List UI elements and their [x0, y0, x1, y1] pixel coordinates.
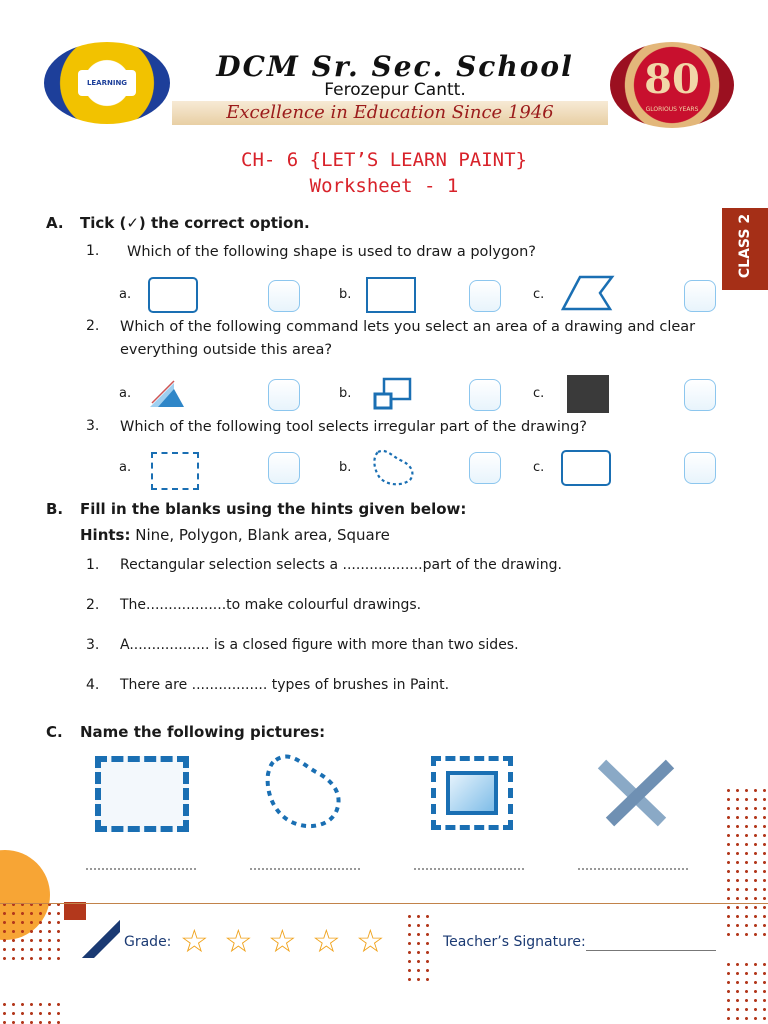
tick-box[interactable] — [469, 379, 501, 411]
blank-number: 3. — [86, 637, 100, 653]
section-a-title: Tick (✓) the correct option. — [80, 214, 310, 232]
fill-blank-sentence: Rectangular selection selects a ..................part of the drawing. — [120, 557, 562, 573]
polygon-shape-icon — [560, 273, 616, 313]
section-c-letter: C. — [46, 723, 63, 741]
option-label: c. — [533, 386, 545, 401]
tick-box[interactable] — [268, 379, 300, 411]
question-number: 1. — [86, 243, 100, 259]
tick-box[interactable] — [469, 280, 501, 312]
option-label: a. — [119, 460, 132, 475]
dot-grid-decoration — [724, 960, 768, 1024]
fill-blank-sentence: A.................. is a closed figure with more than two sides. — [120, 637, 519, 653]
dot-grid-decoration — [0, 900, 60, 960]
grade-star[interactable]: ☆ — [356, 922, 385, 960]
answer-line[interactable] — [86, 868, 196, 870]
option-label: a. — [119, 386, 132, 401]
tick-box[interactable] — [268, 280, 300, 312]
section-b-letter: B. — [46, 500, 64, 518]
brown-square-decoration — [64, 902, 86, 920]
free-form-selection-picture — [262, 750, 348, 832]
anniversary-text: GLORIOUS YEARS — [645, 106, 699, 113]
rounded-rectangle-icon — [561, 450, 611, 486]
section-a-letter: A. — [46, 214, 64, 232]
option-label: b. — [339, 460, 352, 475]
crop-icon — [144, 375, 188, 411]
answer-line[interactable] — [578, 868, 688, 870]
school-logo-left — [44, 42, 170, 124]
school-motto: Excellence in Education Since 1946 — [226, 102, 554, 123]
select-all-picture — [431, 756, 513, 830]
rectangle-shape-icon — [148, 277, 198, 313]
teacher-signature-label: Teacher’s Signature: — [443, 934, 586, 950]
dot-grid-decoration — [405, 912, 429, 982]
grade-label: Grade: — [124, 934, 172, 950]
class-tab — [722, 208, 768, 290]
blank-number: 2. — [86, 597, 100, 613]
question-text: Which of the following command lets you select an area of a drawing and clear everything outside this area? — [120, 319, 696, 358]
tick-box[interactable] — [684, 379, 716, 411]
hints-text: Nine, Polygon, Blank area, Square — [135, 526, 390, 544]
navy-triangle-decoration — [82, 920, 122, 960]
grade-star[interactable]: ☆ — [312, 922, 341, 960]
fill-blank-sentence: The..................to make colourful drawings. — [120, 597, 422, 613]
free-form-selection-icon — [370, 446, 418, 488]
logo-left-label: LEARNING — [78, 70, 136, 96]
class-tab-label: CLASS 2 — [737, 213, 753, 279]
rectangular-selection-icon — [151, 452, 199, 490]
section-b-title: Fill in the blanks using the hints given below: — [80, 500, 467, 518]
hints-label: Hints: — [80, 526, 131, 544]
section-c-title: Name the following pictures: — [80, 723, 326, 741]
chapter-title: CH- 6 {LET’S LEARN PAINT} — [241, 149, 527, 171]
answer-line[interactable] — [414, 868, 524, 870]
signature-line[interactable] — [586, 950, 716, 951]
tick-box[interactable] — [684, 452, 716, 484]
option-label: b. — [339, 386, 352, 401]
delete-x-picture — [592, 756, 678, 830]
option-label: b. — [339, 287, 352, 302]
hints-line — [80, 526, 390, 544]
option-label: c. — [533, 287, 545, 302]
dot-grid-decoration — [0, 1000, 60, 1024]
answer-line[interactable] — [250, 868, 360, 870]
school-name: DCM Sr. Sec. School — [216, 50, 574, 83]
resize-icon — [372, 376, 414, 412]
question-number: 3. — [86, 418, 100, 434]
option-label: c. — [533, 460, 545, 475]
question-text: Which of the following shape is used to draw a polygon? — [127, 244, 536, 260]
square-shape-icon — [366, 277, 416, 313]
rectangular-selection-picture — [95, 756, 189, 832]
school-place: Ferozepur Cantt. — [324, 80, 466, 100]
grade-star[interactable]: ☆ — [180, 922, 209, 960]
fill-blank-sentence: There are ................. types of brushes in Paint. — [120, 677, 450, 693]
dot-grid-decoration — [724, 786, 768, 940]
blank-number: 4. — [86, 677, 100, 693]
question-text: Which of the following tool selects irregular part of the drawing? — [120, 419, 587, 435]
tick-box[interactable] — [469, 452, 501, 484]
question-number: 2. — [86, 318, 100, 334]
blank-number: 1. — [86, 557, 100, 573]
dark-square-icon — [567, 375, 609, 413]
tick-box[interactable] — [684, 280, 716, 312]
option-label: a. — [119, 287, 132, 302]
footer-divider — [0, 903, 768, 904]
worksheet-title: Worksheet - 1 — [309, 175, 459, 197]
grade-star[interactable]: ☆ — [268, 922, 297, 960]
tick-box[interactable] — [268, 452, 300, 484]
anniversary-number: 80 — [644, 56, 700, 103]
anniversary-logo — [610, 42, 734, 128]
grade-star[interactable]: ☆ — [224, 922, 253, 960]
